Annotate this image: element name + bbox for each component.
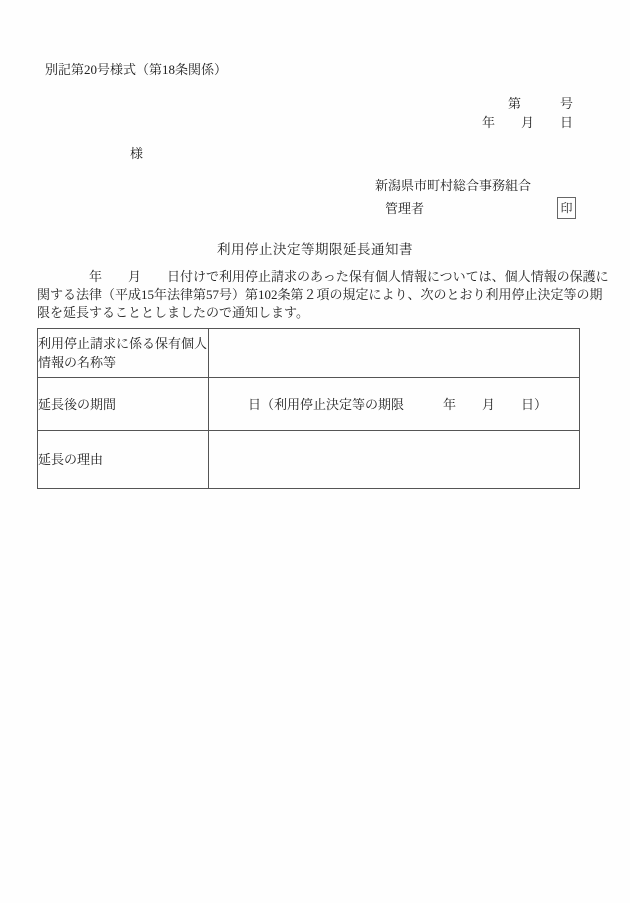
row-label-extension-reason: 延長の理由 — [38, 431, 209, 489]
sender-organization: 新潟県市町村総合事務組合 — [375, 178, 532, 193]
seal-box: 印 — [557, 197, 576, 219]
body-paragraph — [37, 268, 612, 322]
body-line-3: 限を延長することとしましたので通知します。 — [37, 305, 309, 320]
form-table — [37, 328, 580, 489]
sender-title: 管理者 — [385, 201, 425, 216]
form-number: 別記第20号様式（第18条関係） — [45, 62, 228, 77]
row-label-personal-info-name: 利用停止請求に係る保有個人情報の名称等 — [38, 329, 209, 378]
document-title: 利用停止決定等期限延長通知書 — [217, 242, 413, 257]
doc-number-line: 第 号 — [507, 96, 573, 111]
row-value-personal-info-name — [209, 329, 580, 378]
table-row-personal-info-name — [38, 329, 580, 378]
table-row-extended-period — [38, 378, 580, 431]
body-line-1: 年 月 日付けで利用停止請求のあった保有個人情報については、個人情報の保護に — [37, 269, 609, 284]
addressee-suffix: 様 — [130, 146, 144, 161]
row-label-extended-period: 延長後の期間 — [38, 378, 209, 431]
row-value-extended-period: 日（利用停止決定等の期限 年 月 日） — [209, 378, 580, 431]
row-value-extension-reason — [209, 431, 580, 489]
table-row-extension-reason — [38, 431, 580, 489]
doc-date-line: 年 月 日 — [481, 115, 573, 130]
body-line-2: 関する法律（平成15年法律第57号）第102条第２項の規定により、次のとおり利用停止決定等の期 — [37, 287, 603, 302]
